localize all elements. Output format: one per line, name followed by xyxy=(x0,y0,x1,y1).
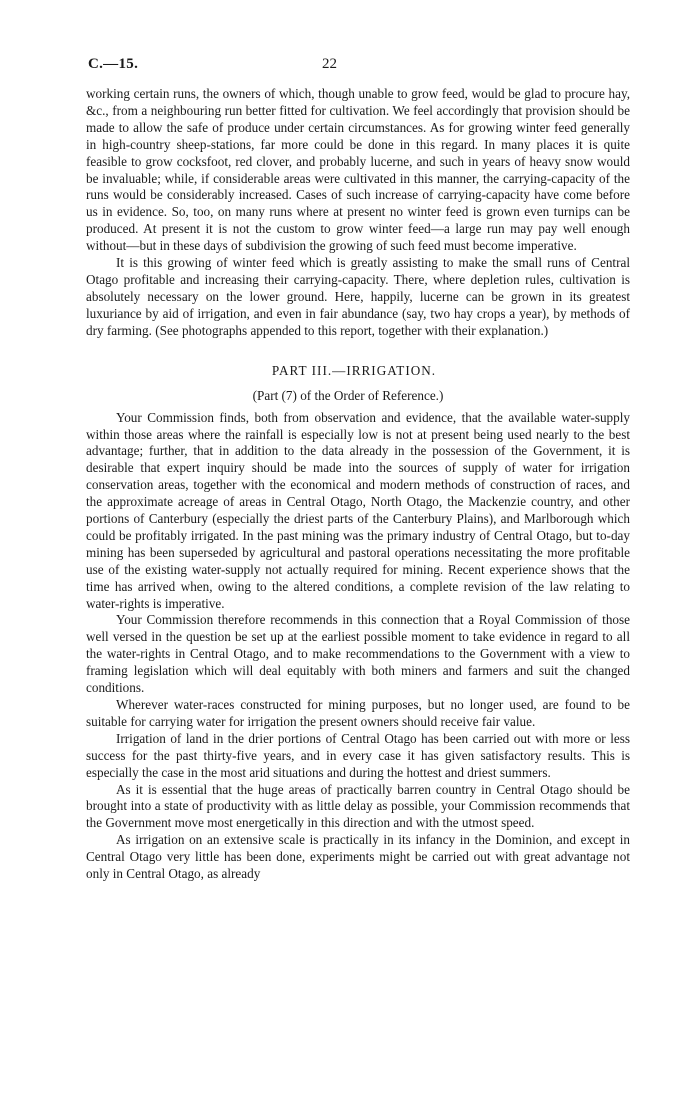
page-header xyxy=(86,56,630,86)
document-reference: C.—15. xyxy=(88,56,139,72)
paragraph-royal-commission-recommendation: Your Commission therefore recommends in this connection that a Royal Commission of those well versed in the question be set up at the earliest possible moment to take evidence in regard to all the water-rights in Central Otago, and to make recommendations to the Government with a view to framing legislation which will deal equitably with both miners and farmers and suit the changed conditions. xyxy=(86,612,630,696)
paragraph-water-races: Wherever water-races constructed for mining purposes, but no longer used, are found to be suitable for carrying water for irrigation the present owners should receive fair value. xyxy=(86,697,630,729)
paragraph-central-otago-winter-feed: It is this growing of winter feed which is greatly assisting to make the small runs of Central Otago profitable and increasing their carrying-capacity. There, where depletion rules, cultivation is absolutely necessary on the lower ground. Here, happily, lucerne can be grown in its greatest luxuriance by aid of irrigation, and even in fair abundance (say, two hay crops a year), by methods of dry farming. (See photographs appended to this report, together with their explanation.) xyxy=(86,255,630,338)
paragraph-experiments: As irrigation on an extensive scale is practically in its infancy in the Dominion, and except in Central Otago very little has been done, experiments might be carried out with great advantage not only in Central Otago, as already xyxy=(86,832,630,882)
paragraph-winter-feed-continued: working certain runs, the owners of which, though unable to grow feed, would be glad to procure hay, &c., from a neighbouring run better fitted for cultivation. We feel accordingly that provision should be made to allow the safe of produce under certain circumstances. As for growing winter feed generally in high-country sheep-stations, far more could be done in this regard. In many places it is quite feasible to grow cocksfoot, red clover, and probably lucerne, and such in years of heavy snow would be invaluable; while, if considerable areas were cultivated in this manner, the carrying-capacity of the runs would be considerably increased. Cases of such increase of carrying-capacity have come before us in evidence. So, too, on many runs where at present no winter feed is grown even turnips can be produced. At present it is not the custom to grow winter feed—a large run may pay well enough without—but in these days of subdivision the growing of such feed must become imperative. xyxy=(86,86,630,254)
paragraph-water-supply-findings: Your Commission finds, both from observation and evidence, that the available water-supply within those areas where the rainfall is especially low is not at present being used nearly to the best advantage; further, that in addition to the data already in the possession of the Government, it is desirable that expert inquiry should be made into the sources of supply of water for irrigation conservation areas, together with the economical and modern methods of construction of races, and the approximate acreage of areas in Central Otago, North Otago, the Mackenzie country, and other portions of Canterbury (especially the driest parts of the Canterbury Plains), and Marlborough which could be profitably irrigated. In the past mining was the primary industry of Central Otago, but to-day mining has been superseded by agricultural and pastoral operations necessitating the more profitable use of the existing water-supply not actually required for mining. Recent experience shows that the time has arrived when, owing to the altered conditions, a complete revision of the law relating to water-rights is imperative. xyxy=(86,409,630,611)
paragraph-irrigation-results: Irrigation of land in the drier portions of Central Otago has been carried out with more or less success for the past thirty-five years, and in every case it has given satisfactory results. This is especially the case in the most arid situations and during the hottest and driest summers. xyxy=(86,730,630,780)
document-page xyxy=(86,56,630,883)
section-heading: PART III.—IRRIGATION. xyxy=(271,362,437,378)
section-subheading: (Part (7) of the Order of Reference.) xyxy=(252,387,444,403)
page-number: 22 xyxy=(322,56,337,72)
paragraph-barren-country: As it is essential that the huge areas of practically barren country in Central Otago should be brought into a state of productivity with as little delay as possible, your Commission recommends that the Government move most energetically in this direction and with the utmost speed. xyxy=(86,781,630,831)
